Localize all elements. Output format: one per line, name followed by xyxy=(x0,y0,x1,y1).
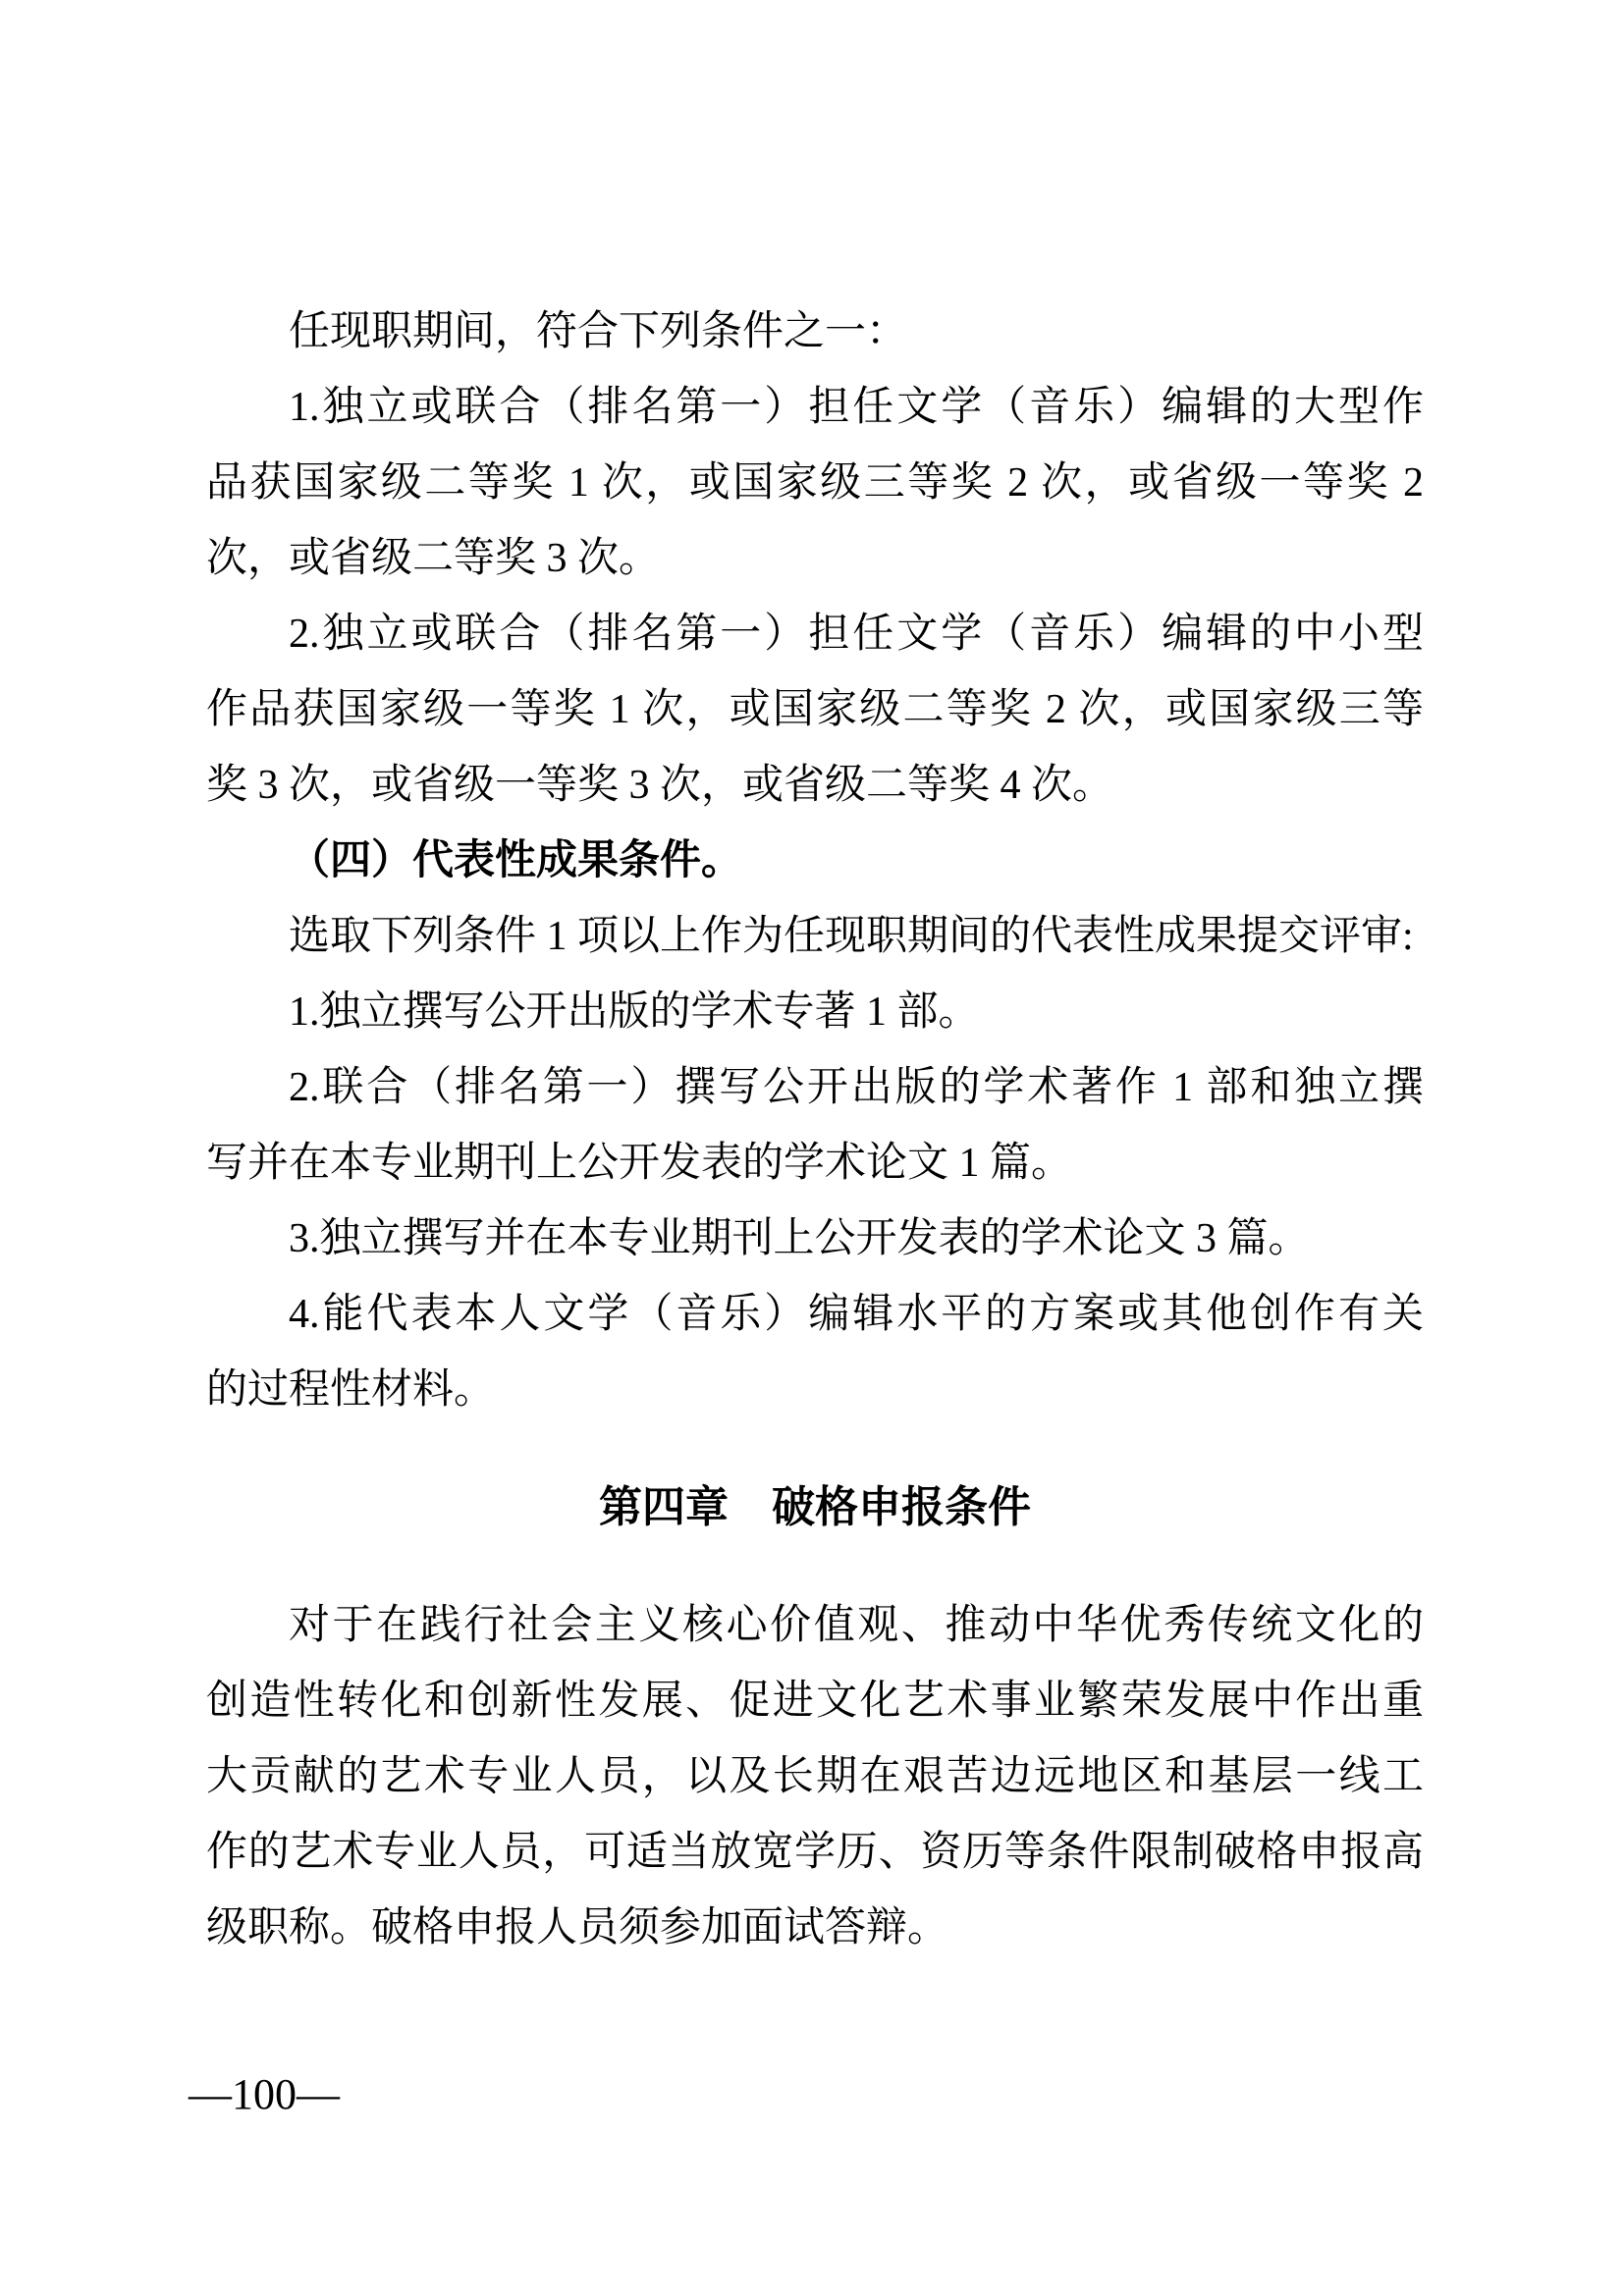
text-line: 作品获国家级一等奖 1 次，或国家级二等奖 2 次，或国家级三等 xyxy=(206,687,1424,732)
text-line: 3.独立撰写并在本专业期刊上公开发表的学术论文 3 篇。 xyxy=(289,1216,1310,1261)
text-line: 奖 3 次，或省级一等奖 3 次，或省级二等奖 4 次。 xyxy=(206,763,1114,808)
text-line: 2.联合（排名第一）撰写公开出版的学术著作 1 部和独立撰 xyxy=(289,1065,1424,1110)
text-line: 级职称。破格申报人员须参加面试答辩。 xyxy=(206,1905,949,1950)
subsection-heading: （四）代表性成果条件。 xyxy=(289,838,743,883)
text-line: 品获国家级二等奖 1 次，或国家级三等奖 2 次，或省级一等奖 2 xyxy=(206,460,1424,506)
text-line: 次，或省级二等奖 3 次。 xyxy=(206,536,661,581)
text-line: 1.独立撰写公开出版的学术专著 1 部。 xyxy=(289,989,980,1035)
text-line: 2.独立或联合（排名第一）担任文学（音乐）编辑的中小型 xyxy=(289,612,1424,657)
text-line: 写并在本专业期刊上公开发表的学术论文 1 篇。 xyxy=(206,1141,1073,1186)
text-line: 4.能代表本人文学（音乐）编辑水平的方案或其他创作有关 xyxy=(289,1292,1424,1337)
text-line: 1.独立或联合（排名第一）担任文学（音乐）编辑的大型作 xyxy=(289,385,1424,430)
text-line: 的过程性材料。 xyxy=(206,1367,496,1413)
chapter-heading: 第四章 破格申报条件 xyxy=(599,1483,1031,1531)
text-line: 作的艺术专业人员，可适当放宽学历、资历等条件限制破格申报高 xyxy=(206,1830,1424,1875)
text-line: 选取下列条件 1 项以上作为任现职期间的代表性成果提交评审: xyxy=(289,914,1414,959)
text-line: 创造性转化和创新性发展、促进文化艺术事业繁荣发展中作出重 xyxy=(206,1679,1424,1724)
document-body xyxy=(206,294,1424,1966)
page-number-footer: —100— xyxy=(189,2070,340,2118)
text-line: 大贡献的艺术专业人员，以及长期在艰苦边远地区和基层一线工 xyxy=(206,1754,1424,1799)
text-line: 对于在践行社会主义核心价值观、推动中华优秀传统文化的 xyxy=(289,1603,1424,1648)
text-line: 任现职期间，符合下列条件之一： xyxy=(289,309,908,354)
